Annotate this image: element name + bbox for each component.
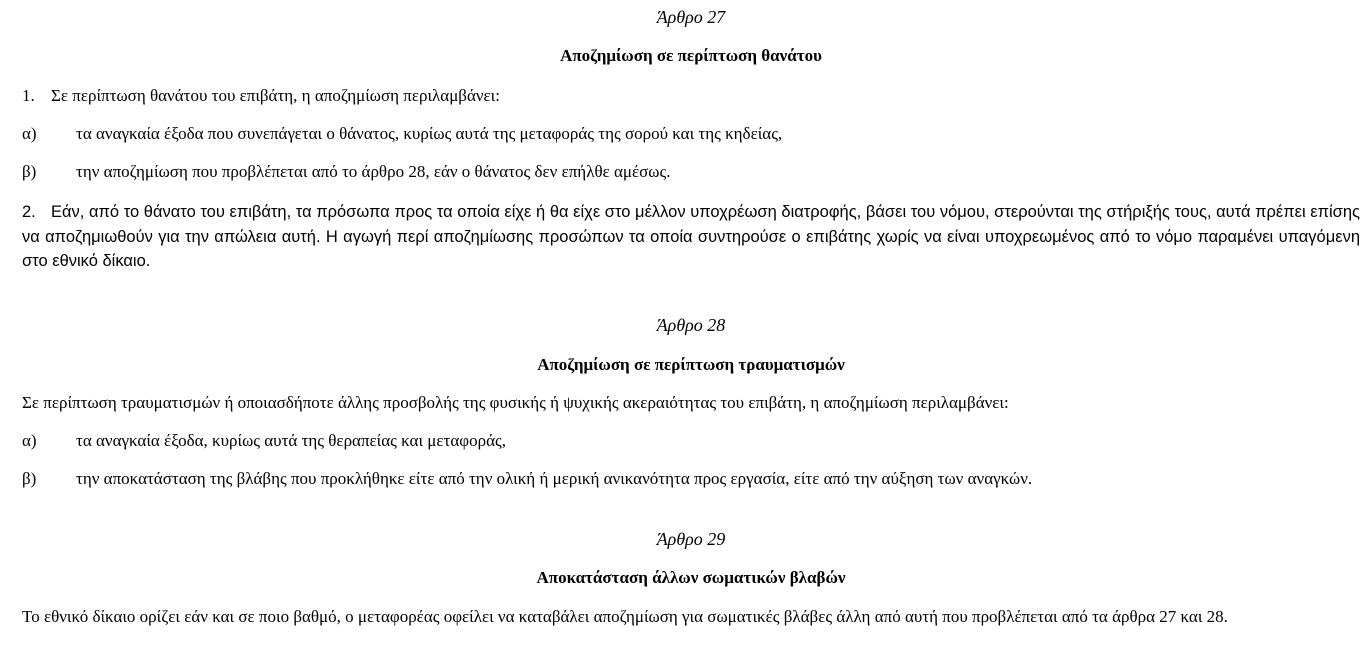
paragraph-number: 2. — [22, 203, 36, 221]
item-text: τα αναγκαία έξοδα που συνεπάγεται ο θάνατος, κυρίως αυτά της μεταφοράς της σορού και της κηδείας, — [76, 124, 783, 143]
article-27-item-b — [22, 161, 670, 183]
article-27-paragraph-1 — [22, 85, 500, 107]
article-28-title: Αποζημίωση σε περίπτωση τραυματισμών — [537, 355, 845, 374]
article-27-title: Αποζημίωση σε περίπτωση θανάτου — [560, 46, 822, 65]
item-text: τα αναγκαία έξοδα, κυρίως αυτά της θεραπείας και μεταφοράς, — [76, 431, 506, 450]
article-29-paragraph: Το εθνικό δίκαιο ορίζει εάν και σε ποιο βαθμό, ο μεταφορέας οφείλει να καταβάλει αποζημίωση για σωματικές βλάβες άλλη από αυτή που προβλέπεται από τα άρθρα 27 και 28. — [22, 607, 1228, 626]
article-29-heading: Άρθρο 29 — [656, 529, 726, 549]
article-28-item-a — [22, 430, 506, 452]
article-27-heading: Άρθρο 27 — [656, 7, 726, 27]
paragraph-text: Σε περίπτωση θανάτου του επιβάτη, η αποζημίωση περιλαμβάνει: — [51, 86, 500, 105]
article-28-intro: Σε περίπτωση τραυματισμών ή οποιασδήποτε άλλης προσβολής της φυσικής ή ψυχικής ακεραιότητας του επιβάτη, η αποζημίωση περιλαμβάνει: — [22, 393, 1009, 412]
item-text: την αποζημίωση που προβλέπεται από το άρθρο 28, εάν ο θάνατος δεν επήλθε αμέσως. — [76, 162, 671, 181]
article-27-item-a — [22, 123, 782, 145]
article-28-heading: Άρθρο 28 — [656, 315, 726, 335]
paragraph-text: Εάν, από το θάνατο του επιβάτη, τα πρόσωπα προς τα οποία είχε ή θα είχε στο μέλλον υποχρέωση διατροφής, βάσει του νόμου, στερούνται της στήριξής τους, αυτά πρέπει επίσης να αποζημιωθούν για την απώλεια αυτή. Η αγωγή περί αποζημίωσης προσώπων τα οποία συντηρούσε ο επιβάτης χωρίς να είναι υποχρεωμένος από το νόμο παραμένει υπαγόμενη στο εθνικό δίκαιο. — [22, 203, 1360, 271]
paragraph-number: 1. — [22, 86, 35, 105]
article-29-title: Αποκατάσταση άλλων σωματικών βλαβών — [536, 568, 846, 587]
item-text: την αποκατάσταση της βλάβης που προκλήθηκε είτε από την ολική ή μερική ανικανότητα προς εργασία, είτε από την αύξηση των αναγκών. — [76, 469, 1033, 488]
item-label: β) — [22, 469, 37, 488]
item-label: β) — [22, 162, 37, 181]
article-28-item-b — [22, 468, 1032, 490]
article-27-paragraph-2 — [22, 200, 1360, 274]
item-label: α) — [22, 124, 37, 143]
item-label: α) — [22, 431, 37, 450]
